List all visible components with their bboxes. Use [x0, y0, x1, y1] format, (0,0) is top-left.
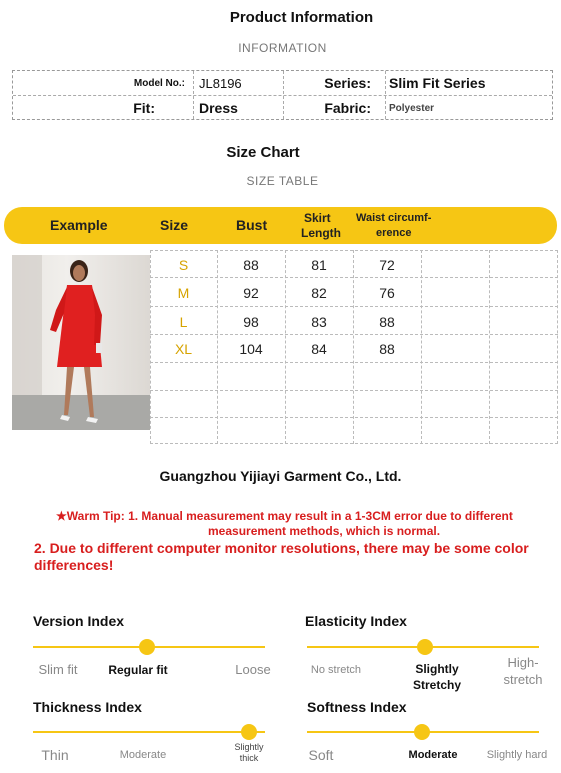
waist-s: 72: [379, 257, 395, 273]
waist-l: 88: [379, 314, 395, 330]
skirt-xl: 84: [311, 341, 327, 357]
fabric-value: Polyester: [389, 102, 435, 114]
thickness-label-moderate: Moderate: [119, 749, 167, 761]
series-value: Slim Fit Series: [389, 75, 486, 91]
softness-label-moderate: Moderate: [408, 749, 458, 761]
size-xl: XL: [174, 341, 193, 357]
skirt-s: 81: [311, 257, 327, 273]
skirt-m: 82: [311, 285, 327, 301]
header-size: Size: [160, 217, 189, 233]
softness-index-marker: [414, 724, 430, 740]
softness-index-title: Softness Index: [307, 699, 407, 715]
elasticity-index-title: Elasticity Index: [305, 613, 407, 629]
header-waist-2: erence: [376, 227, 412, 239]
series-label: Series:: [324, 75, 371, 91]
elasticity-index-marker: [417, 639, 433, 655]
softness-label-hard: Slightly hard: [486, 749, 548, 761]
bust-xl: 104: [239, 341, 263, 357]
size-chart-subtitle: SIZE TABLE: [246, 174, 319, 188]
header-waist-1: Waist circumf-: [356, 212, 432, 224]
product-info-table: [12, 70, 553, 120]
thickness-index-marker: [241, 724, 257, 740]
warm-tip-line-4: differences!: [34, 557, 114, 573]
bust-m: 92: [243, 285, 259, 301]
waist-m: 76: [379, 285, 395, 301]
fit-value: Dress: [199, 100, 238, 116]
warm-tip-line-3: 2. Due to different computer monitor resolutions, there may be some color: [34, 540, 529, 556]
model-illustration: [12, 255, 150, 430]
version-index-marker: [139, 639, 155, 655]
thickness-index-title: Thickness Index: [33, 699, 142, 715]
fit-label: Fit:: [133, 100, 155, 116]
header-skirt-2: Length: [301, 226, 341, 240]
elasticity-label-none: No stretch: [310, 664, 362, 676]
size-s: S: [178, 257, 189, 273]
waist-xl: 88: [379, 341, 395, 357]
thickness-index-track: [33, 731, 265, 733]
fabric-label: Fabric:: [324, 100, 371, 116]
skirt-l: 83: [311, 314, 327, 330]
header-example: Example: [50, 217, 108, 233]
version-label-slim: Slim fit: [38, 662, 78, 677]
version-label-regular: Regular fit: [108, 663, 168, 677]
warm-tip-line-1: ★Warm Tip: 1. Manual measurement may result in a 1-3CM error due to different: [56, 509, 513, 523]
size-m: M: [177, 285, 190, 301]
model-label: Model No.:: [133, 77, 185, 89]
version-label-loose: Loose: [235, 662, 271, 677]
softness-label-soft: Soft: [308, 747, 334, 763]
size-l: L: [179, 314, 188, 330]
company-name: Guangzhou Yijiayi Garment Co., Ltd.: [159, 468, 402, 484]
warm-tip-line-2: measurement methods, which is normal.: [208, 524, 441, 538]
product-info-title: Product Information: [229, 9, 374, 26]
header-bust: Bust: [236, 217, 268, 233]
header-skirt-1: Skirt: [304, 211, 331, 225]
product-photo: [12, 255, 150, 430]
bust-s: 88: [243, 257, 259, 273]
product-info-subtitle: INFORMATION: [238, 41, 327, 55]
version-index-title: Version Index: [33, 613, 125, 629]
elasticity-label-slight: Slightly Stretchy: [412, 662, 462, 692]
size-chart-title: Size Chart: [226, 144, 300, 161]
elasticity-label-high: High-stretch: [503, 655, 543, 687]
bust-l: 98: [243, 314, 259, 330]
model-value: JL8196: [199, 75, 242, 91]
size-chart-header-bar: [4, 207, 557, 244]
thickness-label-slight: Slightly thick: [234, 742, 264, 763]
thickness-label-thin: Thin: [41, 747, 69, 763]
